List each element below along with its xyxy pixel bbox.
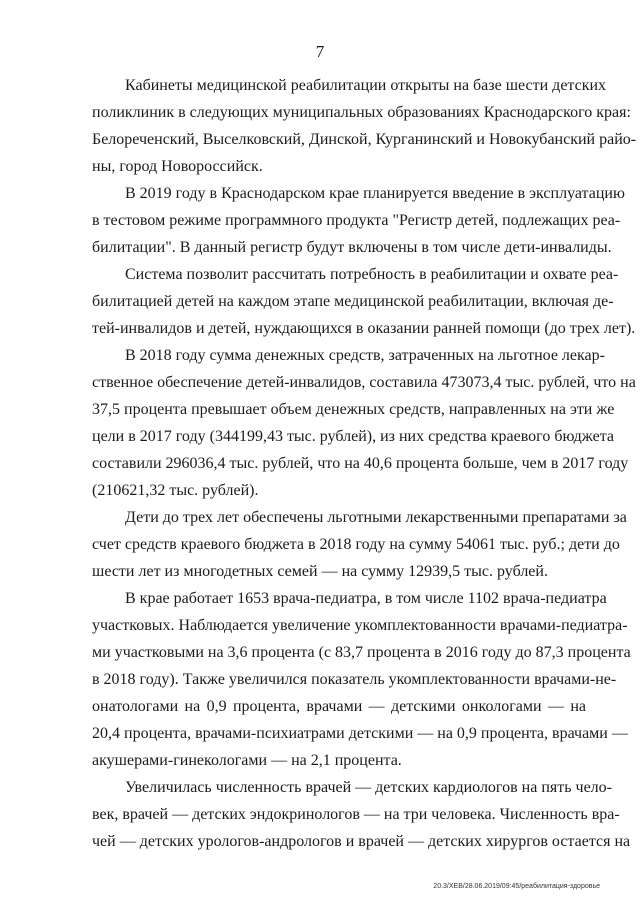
- text-line: 20,4 процента, врачами-психиатрами детскими — на 0,9 процента, врачами —: [92, 725, 628, 742]
- text-line: Увеличилась численность врачей — детских кардиологов на пять чело-: [125, 779, 612, 796]
- text-line: в тестовом режиме программного продукта "Регистр детей, подлежащих реа-: [92, 212, 621, 229]
- text-line: 37,5 процента превышает объем денежных средств, направленных на эти же: [92, 401, 615, 418]
- text-line: счет средств краевого бюджета в 2018 году на сумму 54061 тыс. руб.; дети до: [92, 536, 620, 553]
- page-number: 7: [315, 42, 325, 61]
- text-line: век, врачей — детских эндокринологов — на три человека. Численность вра-: [92, 806, 620, 823]
- text-line: Белореченский, Выселковский, Динской, Курганинский и Новокубанский райо-: [92, 131, 637, 148]
- text-line: шести лет из многодетных семей — на сумму 12939,5 тыс. рублей.: [92, 563, 548, 580]
- text-line: ственное обеспечение детей-инвалидов, составила 473073,4 тыс. рублей, что на: [92, 374, 636, 391]
- text-line: билитации". В данный регистр будут включены в том числе дети-инвалиды.: [92, 239, 612, 256]
- text-line: Дети до трех лет обеспечены льготными лекарственными препаратами за: [125, 509, 627, 526]
- text-line: в 2018 году). Также увеличился показатель укомплектованности врачами-не-: [92, 671, 617, 688]
- text-line: В крае работает 1653 врача-педиатра, в том числе 1102 врача-педиатра: [125, 590, 607, 607]
- text-line: акушерами-гинекологами — на 2,1 процента.: [92, 752, 402, 769]
- text-line: билитацией детей на каждом этапе медицинской реабилитации, включая де-: [92, 293, 614, 310]
- text-line: ми участковыми на 3,6 процента (с 83,7 процента в 2016 году до 87,3 процента: [92, 644, 631, 661]
- text-line: цели в 2017 году (344199,43 тыс. рублей), из них средства краевого бюджета: [92, 428, 614, 445]
- text-line: В 2019 году в Краснодарском крае планируется введение в эксплуатацию: [125, 185, 625, 202]
- text-line: В 2018 году сумма денежных средств, затраченных на льготное лекар-: [125, 347, 605, 364]
- text-line: ны, город Новороссийск.: [92, 158, 263, 175]
- text-line: (210621,32 тыс. рублей).: [92, 482, 259, 499]
- text-line: онатологами на 0,9 процента, врачами — детскими онкологами — на: [92, 698, 586, 715]
- text-line: Система позволит рассчитать потребность в реабилитации и охвате реа-: [125, 266, 619, 283]
- text-line: поликлиник в следующих муниципальных образованиях Краснодарского края:: [92, 104, 631, 121]
- text-line: чей — детских урологов-андрологов и врачей — детских хирургов остается на: [92, 833, 631, 850]
- footer-document-code: 20.3/ХЕВ/28.06.2019/09:45/реабилитация-здоровье: [433, 883, 600, 890]
- text-line: составили 296036,4 тыс. рублей, что на 40,6 процента больше, чем в 2017 году: [92, 455, 629, 472]
- text-line: участковых. Наблюдается увеличение укомплектованности врачами-педиатра-: [92, 617, 628, 634]
- text-line: тей-инвалидов и детей, нуждающихся в оказании ранней помощи (до трех лет).: [92, 320, 636, 337]
- text-line: Кабинеты медицинской реабилитации открыты на базе шести детских: [125, 77, 607, 94]
